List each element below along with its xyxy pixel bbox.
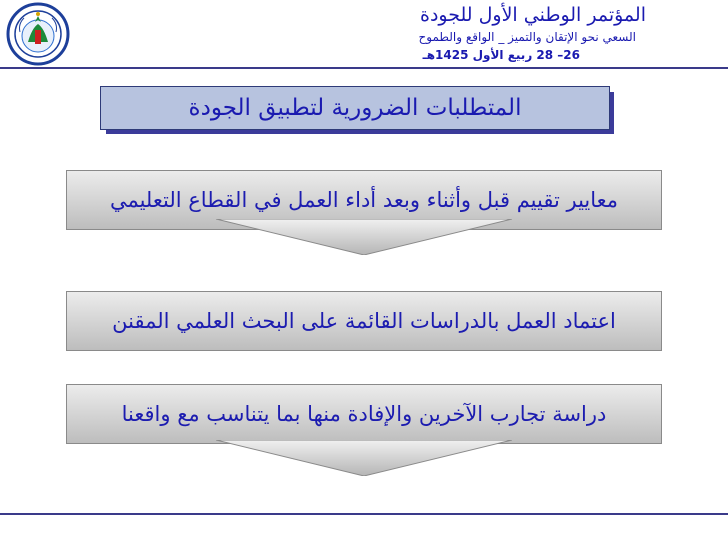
down-arrow-icon (216, 219, 512, 255)
conference-title: المؤتمر الوطني الأول للجودة (420, 4, 646, 26)
requirement-panel-3 (66, 384, 662, 444)
requirement-text-3: دراسة تجارب الآخرين والإفادة منها بما يتناسب مع واقعنا (121, 402, 607, 426)
emblem-logo-icon (6, 2, 70, 66)
requirement-text-2: اعتماد العمل بالدراسات القائمة على البحث العلمي المقنن (112, 309, 616, 333)
banner-title: المتطلبات الضرورية لتطبيق الجودة (188, 95, 522, 121)
down-arrow-icon (216, 440, 512, 476)
section-banner (100, 86, 610, 130)
conference-date: 26– 28 ربيع الأول 1425هـ (422, 48, 580, 62)
top-divider (0, 67, 728, 69)
requirement-text-1: معايير تقييم قبل وأثناء وبعد أداء العمل في القطاع التعليمي (109, 188, 619, 212)
requirement-panel-2 (66, 291, 662, 351)
conference-subtitle: السعي نحو الإتقان والتميز _ الواقع والطموح (418, 30, 636, 44)
bottom-divider (0, 513, 728, 515)
header (0, 0, 728, 68)
